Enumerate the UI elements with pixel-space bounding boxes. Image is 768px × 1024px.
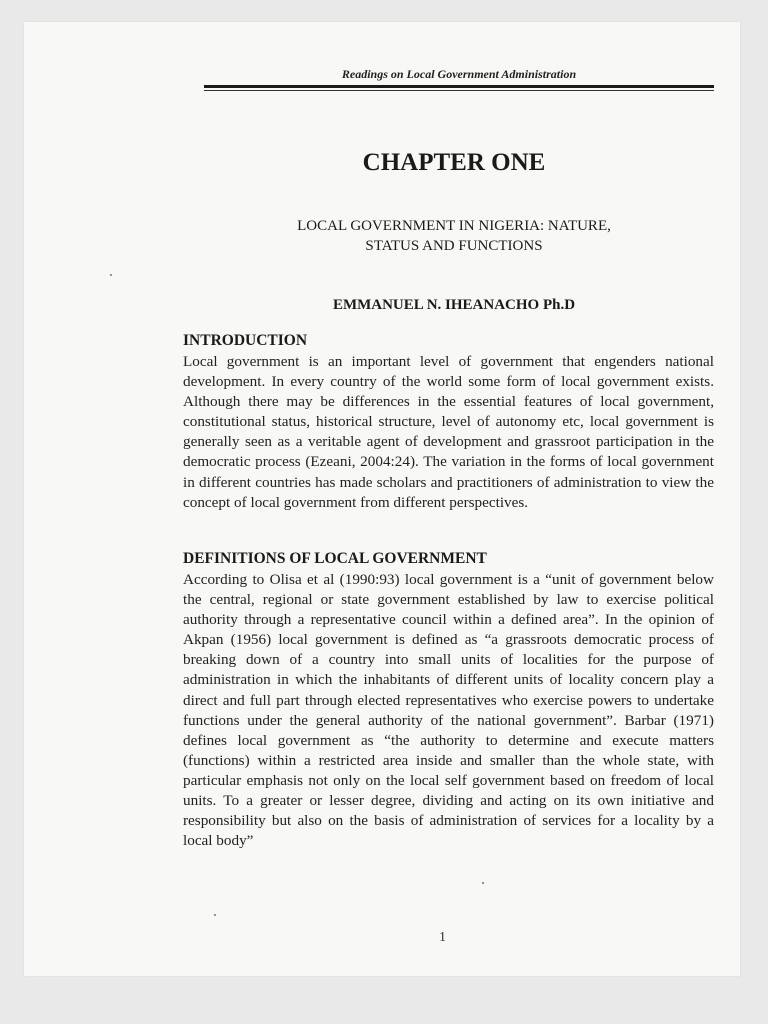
chapter-subtitle-line-2: STATUS AND FUNCTIONS (365, 238, 543, 254)
header-rule-thin (204, 90, 714, 91)
scan-speck (110, 274, 112, 276)
definitions-heading: DEFINITIONS OF LOCAL GOVERNMENT (183, 550, 487, 567)
document-page (24, 22, 740, 976)
scan-speck (214, 914, 216, 916)
scan-speck (482, 882, 484, 884)
introduction-heading: INTRODUCTION (183, 332, 308, 349)
running-header: Readings on Local Government Administration (341, 67, 577, 81)
introduction-paragraph: Local government is an important level of government that engenders national development. In every country of the world some form of local government exists. Although there may be differences in the essential features of local government, constitutional status, historical structure, level of autonomy etc, local government is generally seen as a veritable agent of development and grassroot participation in the democratic process (Ezeani, 2004:24). The variation in the forms of local government in different countries has made scholars and practitioners of administration to view the concept of local government from different perspectives. (183, 353, 714, 511)
page-number: 1 (439, 930, 446, 945)
chapter-subtitle-line-1: LOCAL GOVERNMENT IN NIGERIA: NATURE, (297, 218, 611, 234)
chapter-subtitle (194, 216, 714, 256)
author-name: EMMANUEL N. IHEANACHO Ph.D (332, 297, 576, 313)
chapter-title: CHAPTER ONE (362, 149, 546, 176)
header-rule-thick (204, 85, 714, 88)
definitions-paragraph: According to Olisa et al (1990:93) local government is a “unit of government below the central, regional or state government established by law to exercise political authority through a representative council within a defined area”. In the opinion of Akpan (1956) local government is defined as “a grassroots democratic process of breaking down of a country into small units of localities for the purpose of administration in which the inhabitants of different units of locality concern play a direct and full part through elected representatives who exercise powers to undertake functions under the general authority of the national government”. Barbar (1971) defines local government as “the authority to determine and execute matters (functions) within a restricted area inside and smaller than the whole state, with particular emphasis not only on the local self government based on freedom of local units. To a greater or lesser degree, dividing and acting on its own initiative and responsibility but also on the basis of administration of services for a locality by a local body” (183, 571, 714, 850)
